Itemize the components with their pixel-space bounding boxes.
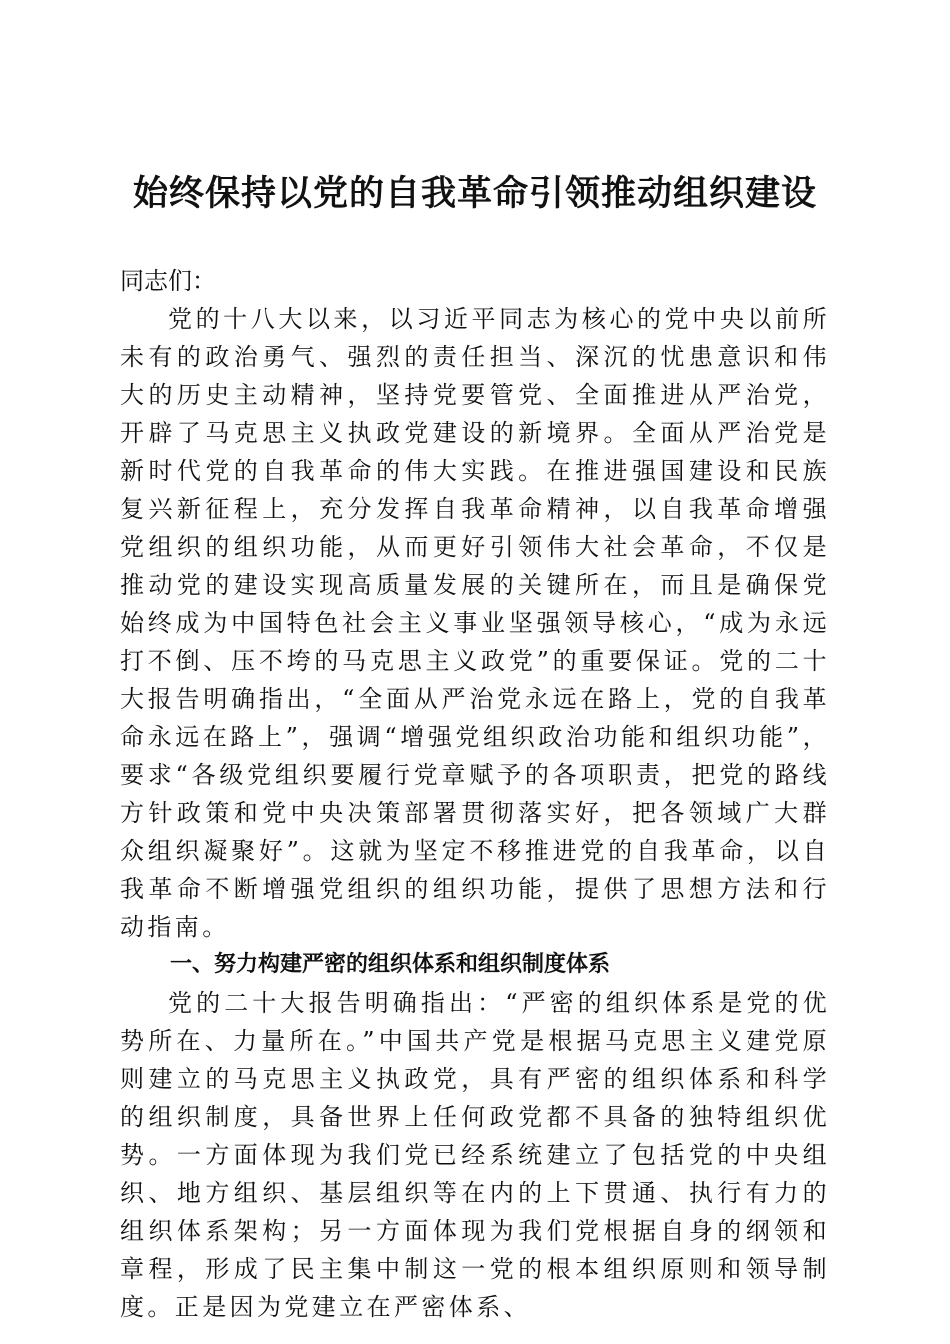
document-body	[120, 262, 830, 1326]
section-heading: 一、努力构建严密的组织体系和组织制度体系	[170, 952, 611, 977]
paragraph-intro: 党的十八大以来，以习近平同志为核心的党中央以前所未有的政治勇气、强烈的责任担当、深沉的忧患意识和伟大的历史主动精神，坚持党要管党、全面推进从严治党，开辟了马克思主义执政党建设的新境界。全面从严治党是新时代党的自我革命的伟大实践。在推进强国建设和民族复兴新征程上，充分发挥自我革命精神，以自我革命增强党组织的组织功能，从而更好引领伟大社会革命，不仅是推动党的建设实现高质量发展的关键所在，而且是确保党始终成为中国特色社会主义事业坚强领导核心，“成为永远打不倒、压不垮的马克思主义政党”的重要保证。党的二十大报告明确指出，“全面从严治党永远在路上，党的自我革命永远在路上”，强调“增强党组织政治功能和组织功能”，要求“各级党组织要履行党章赋予的各项职责，把党的路线方针政策和党中央决策部署贯彻落实好，把各领域广大群众组织凝聚好”。这就为坚定不移推进党的自我革命，以自我革命不断增强党组织的组织功能，提供了思想方法和行动指南。	[120, 305, 830, 941]
salutation: 同志们：	[120, 267, 216, 295]
paragraph-section-1: 党的二十大报告明确指出：“严密的组织体系是党的优势所在、力量所在。”中国共产党是根据马克思主义建党原则建立的马克思主义执政党，具有严密的组织体系和科学的组织制度，具备世界上任何政党都不具备的独特组织优势。一方面体现为我们党已经系统建立了包括党的中央组织、地方组织、基层组织等在内的上下贯通、执行有力的组织体系架构；另一方面体现为我们党根据自身的纲领和章程，形成了民主集中制这一党的根本组织原则和领导制度。正是因为党建立在严密体系、	[120, 989, 830, 1321]
document-title: 始终保持以党的自我革命引领推动组织建设	[132, 173, 817, 214]
